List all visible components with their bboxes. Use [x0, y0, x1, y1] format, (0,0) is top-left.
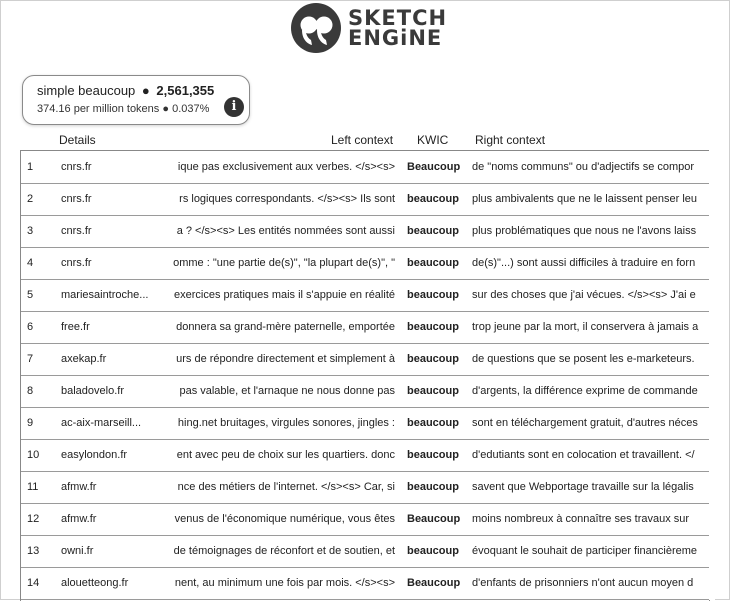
row-number: 8 — [27, 385, 34, 397]
scroll-gutter[interactable] — [709, 150, 715, 600]
left-context-text: a ? </s><s> Les entités nommées sont aussi — [176, 225, 395, 237]
row-number: 11 — [27, 481, 39, 493]
source-link[interactable]: free.fr — [61, 321, 90, 333]
logo-text-line2: ENGiNE — [348, 26, 443, 50]
kwic-keyword[interactable]: beaucoup — [407, 321, 459, 333]
left-context[interactable] — [151, 247, 395, 279]
column-header-left-context[interactable]: Left context — [331, 133, 394, 147]
source-link[interactable]: baladovelo.fr — [61, 385, 124, 397]
left-context[interactable] — [151, 183, 395, 215]
row-number: 7 — [27, 353, 34, 365]
left-context-text: de témoignages de réconfort et de soutien, et — [173, 545, 395, 557]
kwic-keyword[interactable]: beaucoup — [407, 449, 459, 461]
source-link[interactable]: mariesaintroche... — [61, 289, 149, 301]
table-row[interactable] — [21, 535, 709, 568]
right-context-text: de(s)"...) sont aussi difficiles à traduire en forn — [472, 257, 696, 269]
kwic-keyword[interactable]: beaucoup — [407, 193, 459, 205]
column-header-right-context[interactable]: Right context — [475, 133, 546, 147]
source-link[interactable]: alouetteong.fr — [61, 577, 129, 589]
row-number: 3 — [27, 225, 34, 237]
table-row[interactable] — [21, 567, 709, 600]
query-summary-box — [22, 75, 250, 125]
logo-mark-icon — [290, 2, 342, 54]
right-context[interactable] — [472, 535, 709, 567]
right-context-text: évoquant le souhait de participer financièreme — [472, 545, 698, 557]
right-context[interactable] — [472, 183, 709, 215]
left-context-text: exercices pratiques mais il s'appuie en réalité — [174, 289, 395, 301]
left-context[interactable] — [151, 439, 395, 471]
left-context[interactable] — [151, 151, 395, 183]
sketch-engine-logo[interactable] — [290, 2, 447, 54]
left-context-text: ent avec peu de choix sur les quartiers. donc — [176, 449, 395, 461]
table-row[interactable] — [21, 151, 709, 184]
hit-count: 2,561,355 — [156, 83, 215, 98]
table-row[interactable] — [21, 343, 709, 376]
kwic-keyword[interactable]: Beaucoup — [407, 577, 461, 589]
table-row[interactable] — [21, 311, 709, 344]
source-link[interactable]: cnrs.fr — [61, 193, 92, 205]
right-context[interactable] — [472, 503, 709, 535]
source-link[interactable]: ac-aix-marseill... — [61, 417, 142, 429]
separator-dot: ● — [141, 83, 150, 98]
right-context[interactable] — [472, 439, 709, 471]
summary-query-line — [37, 83, 214, 98]
row-number: 14 — [27, 577, 40, 589]
right-context-text: sur des choses que j'ai vécues. </s><s> J'ai e — [472, 289, 696, 301]
left-context[interactable] — [151, 215, 395, 247]
kwic-keyword[interactable]: Beaucoup — [407, 161, 461, 173]
right-context-text: plus problématiques que nous ne l'avons laiss — [472, 225, 697, 237]
source-link[interactable]: afmw.fr — [61, 513, 97, 525]
right-context[interactable] — [472, 567, 709, 599]
source-link[interactable]: easylondon.fr — [61, 449, 128, 461]
left-context-text: omme : "une partie de(s)", "la plupart de(s)", " — [173, 257, 395, 269]
right-context[interactable] — [472, 279, 709, 311]
right-context[interactable] — [472, 471, 709, 503]
right-context[interactable] — [472, 215, 709, 247]
left-context[interactable] — [151, 503, 395, 535]
concordance-table — [20, 150, 710, 601]
row-number: 4 — [27, 257, 34, 269]
separator-dot: ● — [162, 103, 170, 115]
logo-text-line1: SKETCH — [348, 6, 448, 30]
source-link[interactable]: cnrs.fr — [61, 225, 92, 237]
source-link[interactable]: cnrs.fr — [61, 161, 92, 173]
left-context[interactable] — [151, 343, 395, 375]
table-row[interactable] — [21, 375, 709, 408]
left-context-text: pas valable, et l'arnaque ne nous donne pas — [179, 385, 395, 397]
row-number: 9 — [27, 417, 34, 429]
table-row[interactable] — [21, 279, 709, 312]
right-context-text: d'enfants de prisonniers n'ont aucun moyen d — [472, 577, 694, 589]
summary-frequency-line — [37, 103, 209, 115]
source-link[interactable]: cnrs.fr — [61, 257, 92, 269]
row-number: 2 — [27, 193, 34, 205]
kwic-keyword[interactable]: beaucoup — [407, 225, 459, 237]
column-header-details[interactable]: Details — [59, 133, 96, 147]
source-link[interactable]: owni.fr — [61, 545, 94, 557]
left-context-text: hing.net bruitages, virgules sonores, jingles : — [177, 417, 395, 429]
kwic-keyword[interactable]: beaucoup — [407, 257, 459, 269]
left-context[interactable] — [151, 471, 395, 503]
right-context[interactable] — [472, 407, 709, 439]
kwic-keyword[interactable]: beaucoup — [407, 545, 459, 557]
table-row[interactable] — [21, 439, 709, 472]
per-million-frequency: 374.16 per million tokens — [37, 103, 160, 115]
left-context-text: venus de l'économique numérique, vous êtes — [174, 513, 395, 525]
row-number: 12 — [27, 513, 40, 525]
right-context-text: savent que Webportage travaille sur la légalis — [472, 481, 694, 493]
kwic-keyword[interactable]: Beaucoup — [407, 513, 461, 525]
table-row[interactable] — [21, 471, 709, 504]
row-number: 5 — [27, 289, 34, 301]
right-context-text: moins nombreux à connaître ses travaux sur — [472, 513, 690, 525]
right-context[interactable] — [472, 343, 709, 375]
kwic-keyword[interactable]: beaucoup — [407, 385, 459, 397]
left-context-text: nce des métiers de l'internet. </s><s> Car, si — [177, 481, 395, 493]
row-number: 6 — [27, 321, 34, 333]
left-context[interactable] — [151, 311, 395, 343]
kwic-keyword[interactable]: beaucoup — [407, 353, 459, 365]
table-row[interactable] — [21, 215, 709, 248]
kwic-keyword[interactable]: beaucoup — [407, 417, 459, 429]
table-row[interactable] — [21, 503, 709, 536]
right-context[interactable] — [472, 151, 709, 183]
right-context-text: sont en téléchargement gratuit, d'autres néces — [472, 417, 698, 429]
right-context-text: d'argents, la différence exprime de commande — [472, 385, 698, 397]
right-context[interactable] — [472, 311, 709, 343]
kwic-keyword[interactable]: beaucoup — [407, 289, 459, 301]
source-link[interactable]: axekap.fr — [61, 353, 107, 365]
left-context-text: donnera sa grand-mère paternelle, emportée — [176, 321, 395, 333]
row-number: 10 — [27, 449, 40, 461]
left-context[interactable] — [151, 279, 395, 311]
left-context-text: urs de répondre directement et simplement à — [176, 353, 395, 365]
left-context[interactable] — [151, 375, 395, 407]
table-row[interactable] — [21, 183, 709, 216]
left-context-text: ique pas exclusivement aux verbes. </s><s> — [177, 161, 395, 173]
row-number: 1 — [27, 161, 34, 173]
row-number: 13 — [27, 545, 40, 557]
table-row[interactable] — [21, 247, 709, 280]
table-row[interactable] — [21, 407, 709, 440]
query-text: simple beaucoup — [37, 83, 136, 98]
right-context-text: d'edutiants sont en colocation et travaillent. </ — [472, 449, 695, 461]
info-icon[interactable]: i — [224, 97, 244, 117]
right-context-text: de questions que se posent les e-marketeurs. — [472, 353, 695, 365]
right-context-text: de "noms communs" ou d'adjectifs se compor — [472, 161, 695, 173]
left-context-text: rs logiques correspondants. </s><s> Ils sont — [179, 193, 395, 205]
right-context[interactable] — [472, 247, 709, 279]
right-context-text: trop jeune par la mort, il conservera à jamais a — [472, 321, 699, 333]
column-header-kwic[interactable]: KWIC — [417, 133, 449, 147]
relative-percent: 0.037% — [172, 103, 210, 115]
source-link[interactable]: afmw.fr — [61, 481, 97, 493]
left-context[interactable] — [151, 535, 395, 567]
left-context-text: nent, au minimum une fois par mois. </s><s> — [174, 577, 395, 589]
right-context-text: plus ambivalents que ne le laissent penser leu — [472, 193, 698, 205]
left-context[interactable] — [151, 567, 395, 599]
right-context[interactable] — [472, 375, 709, 407]
kwic-keyword[interactable]: beaucoup — [407, 481, 459, 493]
left-context[interactable] — [151, 407, 395, 439]
